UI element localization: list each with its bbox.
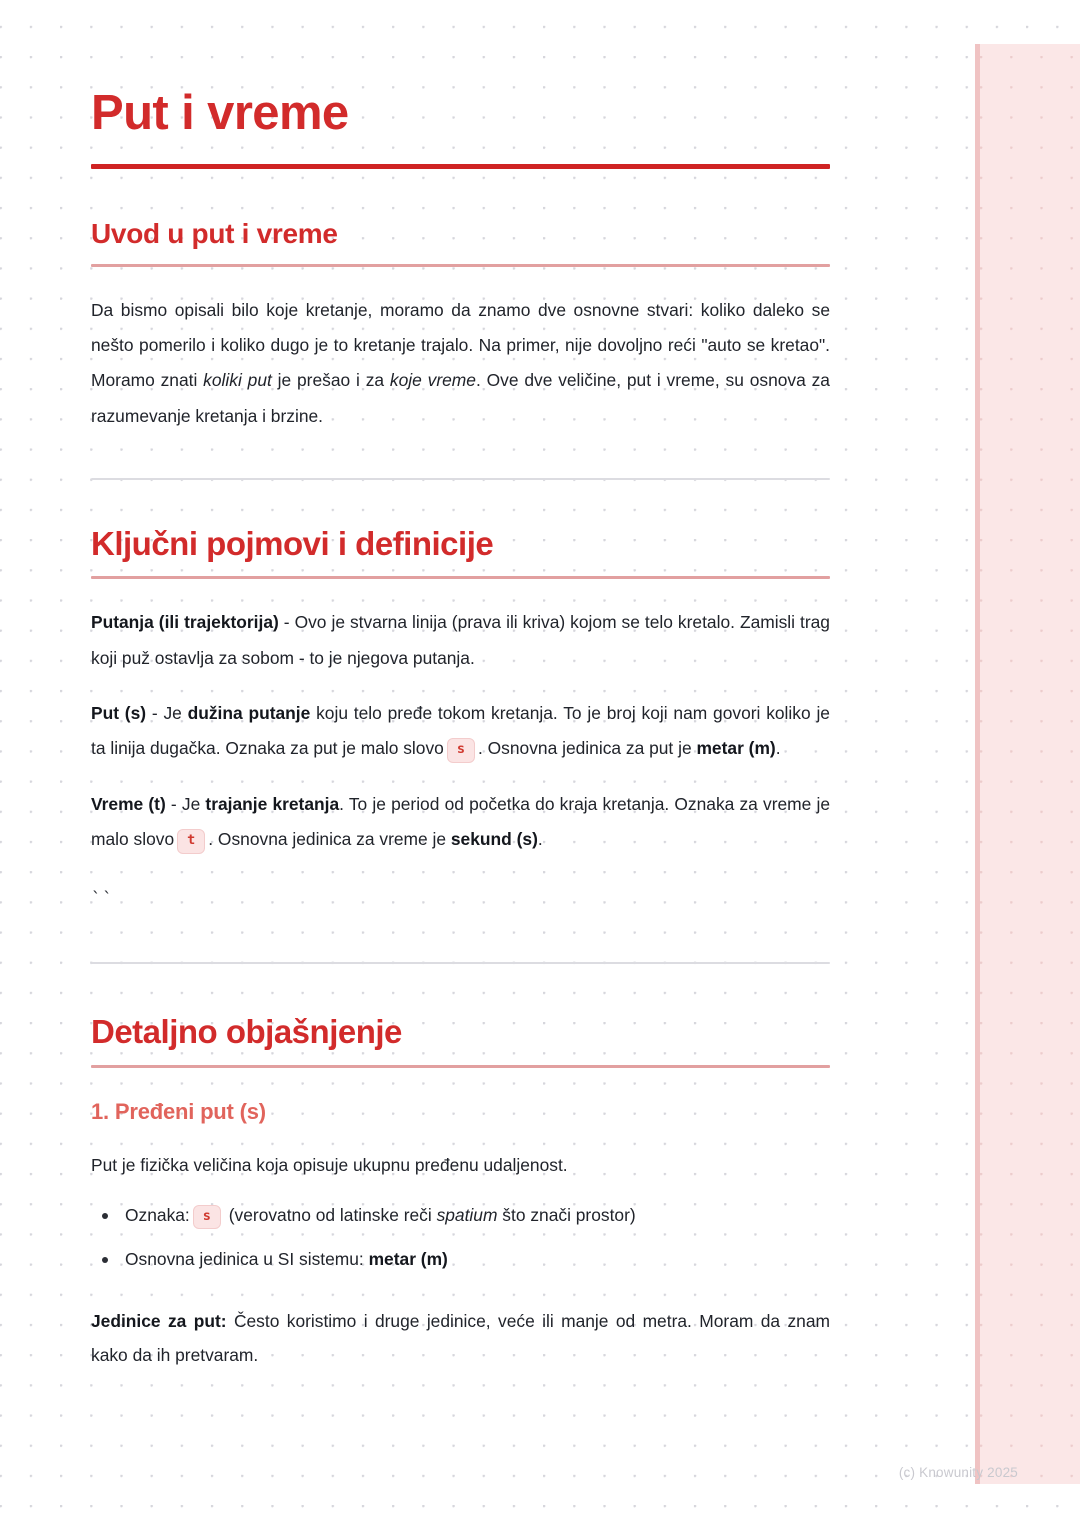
- bullet-1-text-3: što znači prostor): [497, 1204, 636, 1225]
- bullet-1-text-1: Oznaka:: [125, 1204, 190, 1225]
- definition-put: [91, 696, 830, 767]
- term-jedinice: Jedinice za put:: [91, 1310, 227, 1331]
- bullet-2-text-1: Osnovna jedinica u SI sistemu:: [125, 1249, 369, 1270]
- vreme-text-2: . To je period od početka do kraja kretanja. Oznaka za vreme je malo slovo: [91, 793, 831, 850]
- units-text: Često koristimo i druge jedinice, veće ili manje od metra. Moram da znam kako da ih pretvaram.: [91, 1310, 830, 1365]
- term-put: Put (s): [91, 703, 147, 724]
- units-paragraph: [91, 1304, 830, 1372]
- page-title: Put i vreme: [91, 86, 349, 140]
- right-margin-band: [975, 44, 1080, 1484]
- put-bold-2: metar (m): [696, 738, 776, 759]
- section-heading-intro: Uvod u put i vreme: [91, 217, 338, 249]
- definition-vreme: [91, 787, 830, 858]
- put-text-2: koju telo pređe tokom kretanja. To je broj koji nam govori koliko je ta linija dugačka. Oznaka za put je malo slovo: [91, 703, 830, 759]
- vreme-text-1: - Je: [165, 793, 206, 814]
- bullet-1-emphasis: spatium: [436, 1204, 498, 1225]
- intro-text-2: je prešao i za: [271, 370, 390, 391]
- section-heading-concepts: Ključni pojmovi i definicije: [91, 524, 494, 562]
- intro-emphasis-2: koje vreme: [389, 370, 476, 391]
- vreme-text-4: .: [537, 829, 543, 850]
- definition-putanja: [91, 605, 830, 676]
- putanja-text: - Ovo je stvarna linija (prava ili kriva) kojom se telo kretalo. Zamisli trag koji puž ostavlja za sobom - to je njegova putanja.: [91, 612, 830, 668]
- put-text-3: . Osnovna jedinica za put je: [477, 738, 697, 759]
- intro-emphasis-1: koliki put: [203, 370, 272, 391]
- details-bullet-list: [91, 1201, 830, 1274]
- code-badge-s: s: [447, 738, 475, 763]
- put-text-4: .: [775, 738, 781, 759]
- subsection-heading-predeni-put: 1. Pređeni put (s): [91, 1099, 266, 1124]
- details-intro-paragraph: Put je fizička veličina koja opisuje ukupnu pređenu udaljenost.: [91, 1154, 568, 1175]
- list-item: [91, 1201, 830, 1230]
- bullet-2-bold: metar (m): [368, 1249, 448, 1270]
- code-badge-s-bullet: s: [193, 1205, 221, 1230]
- vreme-bold-1: trajanje kretanja: [205, 793, 340, 814]
- copyright-watermark: (c) Knowunity 2025: [898, 1465, 1018, 1480]
- put-text-1: - Je: [146, 703, 188, 724]
- margin-vertical-rule: [975, 44, 980, 1484]
- vreme-text-3: . Osnovna jedinica za vreme je: [208, 829, 451, 850]
- intro-text-1: Da bismo opisali bilo koje kretanje, moramo da znamo dve osnovne stvari: koliko daleko se nešto pomerilo i koliko dugo je to kretanje trajalo. Na primer, nije dovoljno reći "auto se kretao". Moramo znati: [91, 299, 830, 391]
- term-putanja: Putanja (ili trajektorija): [91, 612, 279, 633]
- bullet-1-text-2: (verovatno od latinske reči: [223, 1204, 437, 1225]
- put-bold-1: dužina putanje: [187, 703, 311, 724]
- intro-text-3: . Ove dve veličine, put i vreme, su osnova za razumevanje kretanja i brzine.: [91, 370, 830, 426]
- markdown-backtick-artifact: ``: [91, 889, 114, 910]
- intro-paragraph: [91, 293, 830, 434]
- term-vreme: Vreme (t): [91, 793, 166, 814]
- section-heading-details: Detaljno objašnjenje: [91, 1013, 402, 1051]
- list-item: [91, 1245, 830, 1273]
- code-badge-t: t: [177, 829, 205, 854]
- vreme-bold-2: sekund (s): [450, 829, 538, 850]
